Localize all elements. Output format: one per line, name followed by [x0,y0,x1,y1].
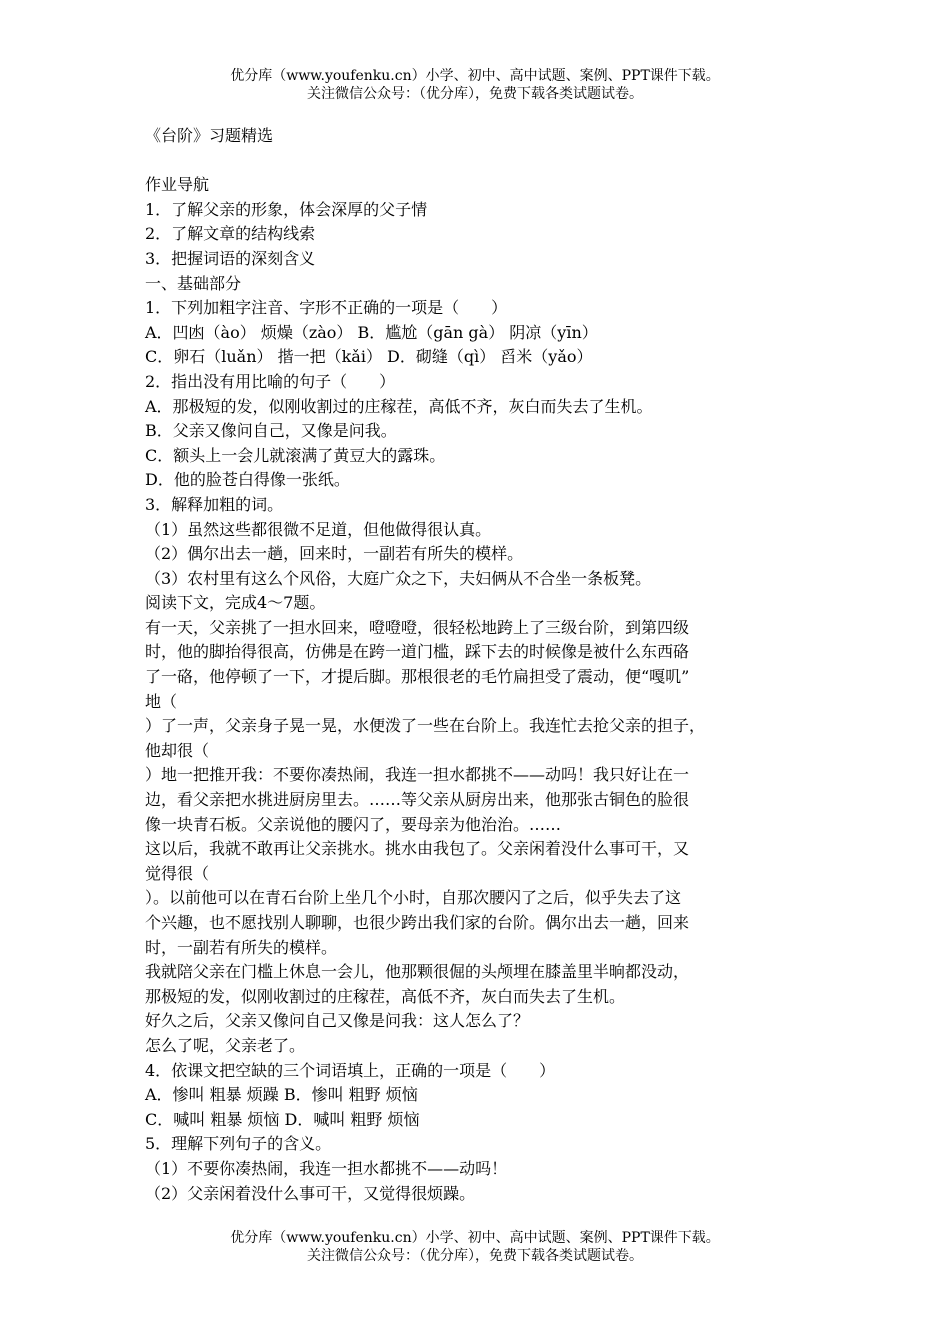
reading-line: 有一天，父亲挑了一担水回来，噔噔噔，很轻松地跨上了三级台阶，到第四级 [145,617,690,637]
reading-line: 了一硌，他停顿了一下，才提后脚。那根很老的毛竹扁担受了震动，便“嘎叽” [145,667,690,687]
question-2-option: A．那极短的发，似刚收割过的庄稼茬，高低不齐，灰白而失去了生机。 [145,396,653,416]
guide-item: 1．了解父亲的形象，体会深厚的父子情 [145,199,428,219]
question-3-item: （2）偶尔出去一趟，回来时，一副若有所失的模样。 [145,544,524,564]
question-5-item: （1）不要你凑热闹，我连一担水都挑不——动吗！ [145,1158,508,1178]
reading-intro: 阅读下文，完成4～7题。 [145,593,326,613]
question-2-option: D．他的脸苍白得像一张纸。 [145,470,350,490]
question-2-stem: 2．指出没有用比喻的句子（ ） [145,371,396,391]
question-4-options-cd: C．喊叫 粗暴 烦恼 D．喊叫 粗野 烦恼 [145,1109,420,1129]
reading-line: ）地一把推开我：不要你凑热闹，我连一担水都挑不——动吗！我只好让在一 [145,765,690,785]
reading-line: 时，一副若有所失的模样。 [145,937,338,957]
question-4-options-ab: A．惨叫 粗暴 烦躁 B．惨叫 粗野 烦恼 [145,1085,418,1105]
question-1-stem: 1．下列加粗字注音、字形不正确的一项是（ ） [145,298,508,318]
question-2-option: B．父亲又像问自己，又像是问我。 [145,421,397,441]
reading-line: 好久之后，父亲又像问自己又像是问我：这人怎么了？ [145,1011,530,1031]
reading-line: ）了一声，父亲身子晃一晃，水便泼了一些在台阶上。我连忙去抢父亲的担子， [145,716,706,736]
guide-heading: 作业导航 [145,175,210,195]
question-2-option: C．额头上一会儿就滚满了黄豆大的露珠。 [145,445,446,465]
reading-line: 像一块青石板。父亲说他的腰闪了，要母亲为他治治。…… [145,814,562,834]
question-5-stem: 5．理解下列句子的含义。 [145,1134,332,1154]
guide-item: 3．把握词语的深刻含义 [145,248,316,268]
footer-line-2: 关注微信公众号：（优分库），免费下载各类试题试卷。 [307,1248,643,1264]
question-1-options-cd: C．卵石（luǎn） 揩一把（kǎi） D．砌缝（qì） 舀米（yǎo） [145,347,593,367]
reading-line: 这以后，我就不敢再让父亲挑水。挑水由我包了。父亲闲着没什么事可干，又 [145,839,690,859]
blank-line [145,149,825,174]
reading-line: 那极短的发，似刚收割过的庄稼茬，高低不齐，灰白而失去了生机。 [145,986,626,1006]
reading-line: 他却很（ [145,740,210,760]
reading-line: 我就陪父亲在门槛上休息一会儿，他那颗很倔的头颅埋在膝盖里半晌都没动， [145,962,690,982]
question-3-item: （3）农村里有这么个风俗，大庭广众之下，夫妇俩从不合坐一条板凳。 [145,568,652,588]
page-footer [0,1229,950,1265]
document-body [145,124,825,1206]
reading-line: 边，看父亲把水挑进厨房里去。……等父亲从厨房出来，他那张古铜色的脸很 [145,790,690,810]
reading-line: ）。以前他可以在青石台阶上坐几个小时，自那次腰闪了之后，似乎失去了这 [145,888,682,908]
question-5-item: （2）父亲闲着没什么事可干，又觉得很烦躁。 [145,1183,476,1203]
header-line-2: 关注微信公众号：（优分库），免费下载各类试题试卷。 [307,86,643,102]
reading-line: 觉得很（ [145,863,210,883]
guide-item: 2．了解文章的结构线索 [145,224,316,244]
reading-line: 个兴趣，也不愿找别人聊聊，也很少跨出我们家的台阶。偶尔出去一趟，回来 [145,913,690,932]
question-1-options-ab: A．凹凼（ào） 烦燥（zào） B．尴尬（gān gà） 阴凉（yīn） [145,322,598,342]
question-3-item: （1）虽然这些都很微不足道，但他做得很认真。 [145,519,492,539]
question-4-stem: 4．依课文把空缺的三个词语填上，正确的一项是（ ） [145,1060,556,1080]
document-title: 《台阶》习题精选 [145,126,274,145]
section-heading: 一、基础部分 [145,273,242,293]
page-header [0,67,950,103]
footer-line-1: 优分库（www.youfenku.cn）小学、初中、高中试题、案例、PPT课件下载。 [230,1230,720,1246]
header-line-1: 优分库（www.youfenku.cn）小学、初中、高中试题、案例、PPT课件下载。 [230,68,720,84]
question-3-stem: 3．解释加粗的词。 [145,494,284,514]
reading-line: 地（ [145,691,178,711]
reading-line: 怎么了呢，父亲老了。 [145,1035,306,1055]
reading-line: 时，他的脚抬得很高，仿佛是在跨一道门槛，踩下去的时候像是被什么东西硌 [145,642,690,662]
